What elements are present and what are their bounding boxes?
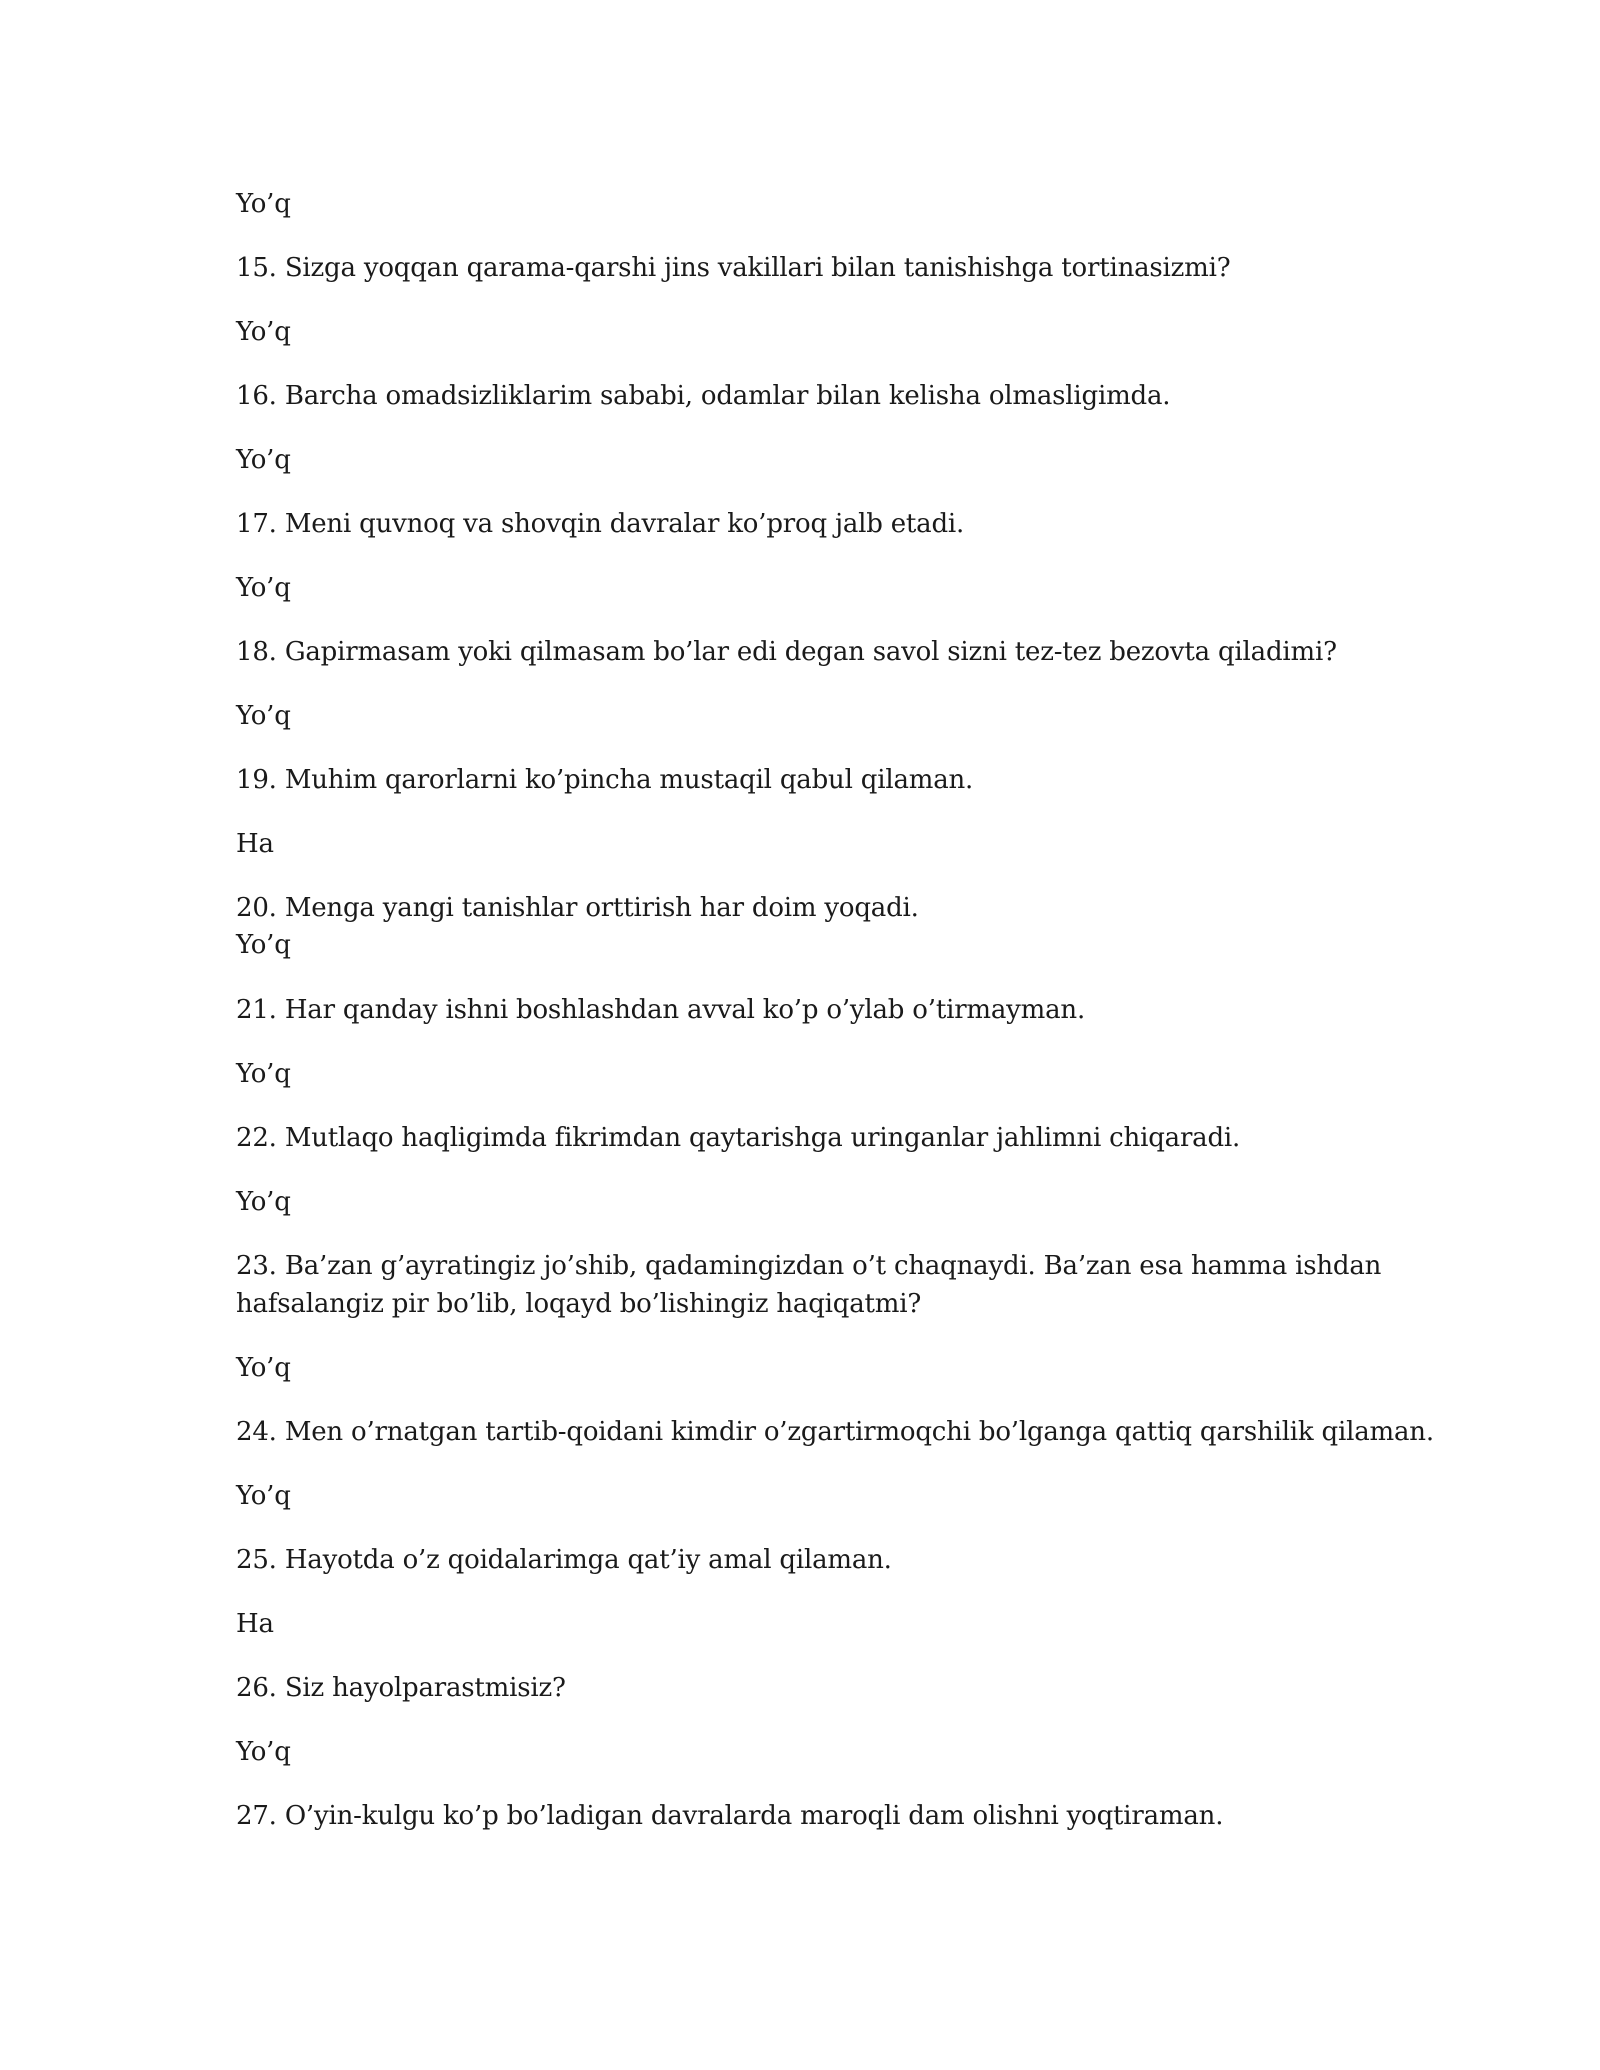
question-23-line-1: 23. Ba’zan g’ayratingiz jo’shib, qadamingizdan o’t chaqnaydi. Ba’zan esa hamma ishdan <box>236 1251 1382 1281</box>
question-18: 18. Gapirmasam yoki qilmasam bo’lar edi degan savol sizni tez-tez bezovta qiladimi? <box>236 637 1337 667</box>
answer-17: Yo’q <box>236 573 291 603</box>
answer-24: Yo’q <box>236 1481 291 1511</box>
question-21: 21. Har qanday ishni boshlashdan avval ko’p o’ylab o’tirmayman. <box>236 995 1086 1025</box>
answer-18: Yo’q <box>236 701 291 731</box>
answer-15: Yo’q <box>236 317 291 347</box>
question-19: 19. Muhim qarorlarni ko’pincha mustaqil qabul qilaman. <box>236 765 974 795</box>
question-22: 22. Mutlaqo haqligimda fikrimdan qaytarishga uringanlar jahlimni chiqaradi. <box>236 1123 1241 1153</box>
answer-16: Yo’q <box>236 445 291 475</box>
answer-23: Yo’q <box>236 1353 291 1383</box>
question-24: 24. Men o’rnatgan tartib-qoidani kimdir o’zgartirmoqchi bo’lganga qattiq qarshilik qilaman. <box>236 1417 1434 1447</box>
question-23-line-2: hafsalangiz pir bo’lib, loqayd bo’lishingiz haqiqatmi? <box>236 1289 922 1319</box>
answer-21: Yo’q <box>236 1059 291 1089</box>
question-20: 20. Menga yangi tanishlar orttirish har doim yoqadi. <box>236 893 919 923</box>
question-17: 17. Meni quvnoq va shovqin davralar ko’proq jalb etadi. <box>236 509 965 539</box>
question-27: 27. O’yin-kulgu ko’p bo’ladigan davralarda maroqli dam olishni yoqtiraman. <box>236 1801 1224 1831</box>
answer-26: Yo’q <box>236 1737 291 1767</box>
answer-14: Yo’q <box>236 189 291 219</box>
question-15: 15. Sizga yoqqan qarama-qarshi jins vakillari bilan tanishishga tortinasizmi? <box>236 253 1231 283</box>
question-25: 25. Hayotda o’z qoidalarimga qat’iy amal qilaman. <box>236 1545 892 1575</box>
answer-20: Yo’q <box>236 930 291 960</box>
answer-25: Ha <box>236 1609 274 1639</box>
answer-22: Yo’q <box>236 1187 291 1217</box>
question-26: 26. Siz hayolparastmisiz? <box>236 1673 566 1703</box>
answer-19: Ha <box>236 829 274 859</box>
question-16: 16. Barcha omadsizliklarim sababi, odamlar bilan kelisha olmasligimda. <box>236 381 1171 411</box>
